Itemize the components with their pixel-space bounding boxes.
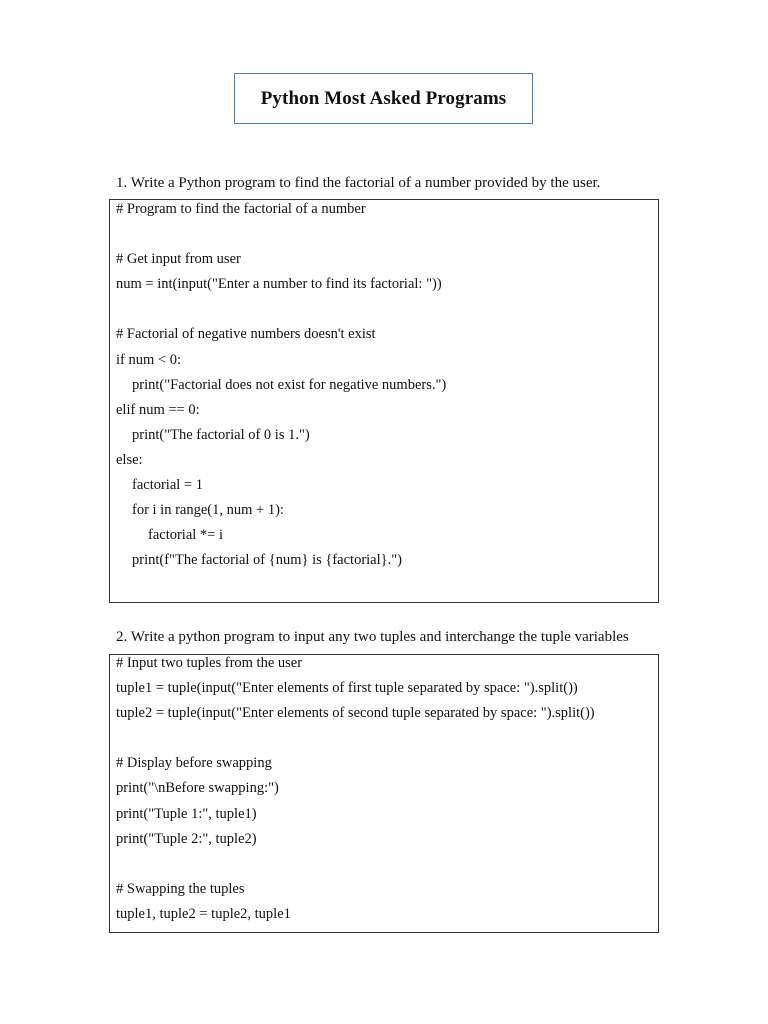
code-line: # Factorial of negative numbers doesn't exist bbox=[116, 326, 376, 343]
code-line: print("Tuple 1:", tuple1) bbox=[116, 805, 257, 822]
code-line: tuple1, tuple2 = tuple2, tuple1 bbox=[116, 905, 291, 922]
question-2-label: 2. Write a python program to input any two tuples and interchange the tuple variables bbox=[116, 629, 629, 645]
code-line bbox=[116, 301, 658, 326]
question-2-code-block bbox=[109, 654, 659, 933]
code-line: print(f"The factorial of {num} is {factorial}.") bbox=[132, 552, 402, 569]
document-title-box bbox=[234, 73, 533, 124]
code-line: # Display before swapping bbox=[116, 755, 272, 772]
code-line: else: bbox=[116, 451, 143, 468]
question-1-code-block bbox=[109, 199, 659, 603]
code-line: # Get input from user bbox=[116, 251, 241, 268]
code-line: for i in range(1, num + 1): bbox=[132, 502, 284, 519]
code-line bbox=[116, 226, 658, 251]
code-line: num = int(input("Enter a number to find its factorial: ")) bbox=[116, 276, 442, 293]
code-line: print("The factorial of 0 is 1.") bbox=[132, 426, 310, 443]
question-1-label: 1. Write a Python program to find the factorial of a number provided by the user. bbox=[116, 175, 601, 191]
code-line: tuple2 = tuple(input("Enter elements of second tuple separated by space: ").split()) bbox=[116, 705, 595, 722]
code-line: factorial *= i bbox=[148, 527, 224, 544]
code-line: if num < 0: bbox=[116, 351, 181, 368]
code-line: # Input two tuples from the user bbox=[116, 655, 303, 671]
document-title: Python Most Asked Programs bbox=[260, 87, 507, 109]
code-line bbox=[116, 730, 658, 755]
code-line: print("Factorial does not exist for negative numbers.") bbox=[132, 376, 447, 393]
code-line: tuple1 = tuple(input("Enter elements of first tuple separated by space: ").split()) bbox=[116, 680, 578, 697]
code-line: elif num == 0: bbox=[116, 401, 200, 418]
code-line: print("Tuple 2:", tuple2) bbox=[116, 830, 257, 847]
code-line: # Swapping the tuples bbox=[116, 880, 245, 897]
code-line: # Program to find the factorial of a number bbox=[116, 201, 366, 217]
code-line: print("\nBefore swapping:") bbox=[116, 780, 279, 797]
code-line: factorial = 1 bbox=[132, 477, 203, 494]
code-line bbox=[116, 856, 658, 881]
